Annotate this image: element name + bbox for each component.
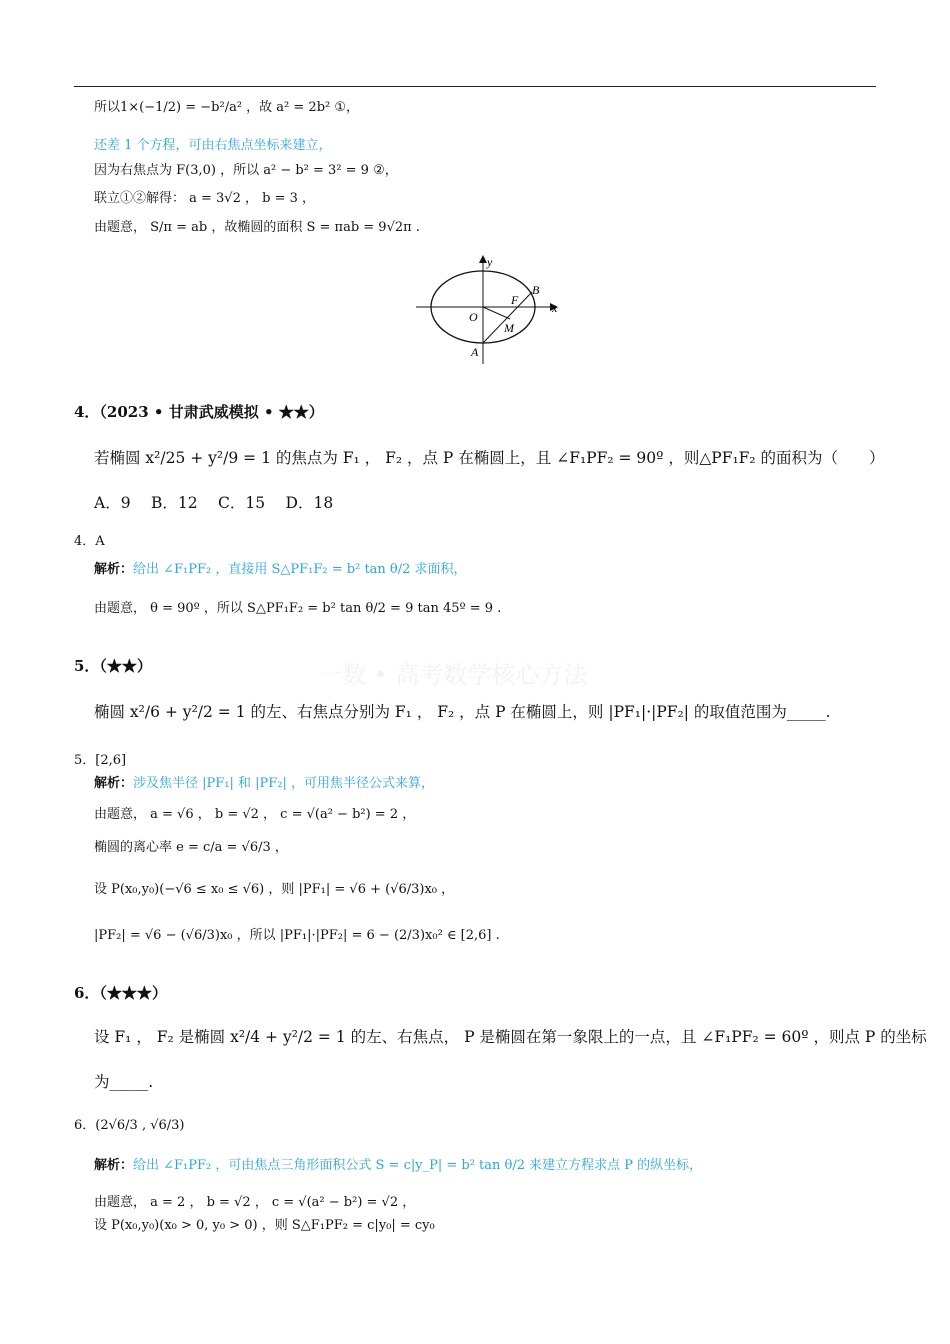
p6-analysis-label: 解析： [94, 1158, 134, 1173]
p5-line3: 设 P(x₀,y₀)(−√6 ≤ x₀ ≤ √6) ，则 |PF₁| = √6 + (√6/3)x₀ ， [94, 882, 455, 897]
label-y: y [487, 255, 493, 269]
p4-solution: 由题意， θ = 90º ，所以 S△PF₁F₂ = b² tan θ/2 = 9 tan 45º = 9 . [94, 601, 502, 616]
label-x: x [552, 301, 558, 315]
p4-analysis-label: 解析： [94, 562, 134, 577]
p5-stem: 椭圆 x²/6 + y²/2 = 1 的左、右焦点分别为 F₁ ， F₂ ，点 P 在椭圆上，则 |PF₁|·|PF₂| 的取值范围为_____. [94, 703, 831, 721]
p4-options: A．9 B．12 C．15 D．18 [94, 494, 334, 512]
s3-line1: 所以1×(−1/2) = −b²/a² ，故 a² = 2b² ①， [94, 100, 360, 115]
s3-line2: 因为右焦点为 F(3,0) ，所以 a² − b² = 3² = 9 ②， [94, 163, 398, 178]
s3-line4: 由题意， S/π = ab ，故椭圆的面积 S = πab = 9√2π . [94, 220, 420, 235]
p4-stem: 若椭圆 x²/25 + y²/9 = 1 的焦点为 F₁ ， F₂ ，点 P 在椭圆上，且 ∠F₁PF₂ = 90º ，则△PF₁F₂ 的面积为（ ） [94, 449, 885, 467]
label-b: B [532, 283, 540, 297]
p5-analysis-label: 解析： [94, 776, 134, 791]
p6-line2: 设 P(x₀,y₀)(x₀ > 0, y₀ > 0) ，则 S△F₁PF₂ = c|y₀| = cy₀ [94, 1218, 435, 1233]
p5-analysis [94, 774, 434, 794]
p6-header: 6．（★★★） [74, 984, 167, 1002]
p6-analysis-hint: 给出 ∠F₁PF₂ ，可由焦点三角形面积公式 S = c|y_P| = b² tan θ/2 来建立方程求点 P 的纵坐标， [133, 1158, 703, 1173]
label-a: A [471, 345, 479, 359]
watermark: 一数 • 高考数学核心方法 [318, 661, 588, 689]
p6-line1: 由题意， a = 2 ， b = √2 ， c = √(a² − b²) = √2 ， [94, 1195, 416, 1210]
p5-analysis-hint: 涉及焦半径 |PF₁| 和 |PF₂| ，可用焦半径公式来算， [133, 776, 435, 791]
p5-line1: 由题意， a = √6 ， b = √2 ， c = √(a² − b²) = 2 ， [94, 807, 416, 822]
p4-answer: 4．A [74, 534, 105, 549]
y-arrow [479, 255, 487, 263]
s3-hint: 还差 1 个方程，可由右焦点坐标来建立， [94, 138, 332, 153]
p4-analysis [94, 560, 467, 580]
p4-analysis-hint: 给出 ∠F₁PF₂ ，直接用 S△PF₁F₂ = b² tan θ/2 求面积， [133, 562, 467, 577]
p5-line2: 椭圆的离心率 e = c/a = √6/3 ， [94, 840, 288, 855]
line-om [483, 307, 510, 319]
s3-line3: 联立①②解得： a = 3√2 ， b = 3 ， [94, 191, 316, 206]
p5-line4: |PF₂| = √6 − (√6/3)x₀ ，所以 |PF₁|·|PF₂| = 6 − (2/3)x₀² ∈ [2,6] . [94, 928, 500, 943]
p5-header: 5．（★★） [74, 657, 152, 675]
p6-answer: 6．(2√6/3 , √6/3) [74, 1118, 185, 1133]
ellipse-figure [412, 252, 562, 370]
header-rule [74, 86, 876, 87]
label-m: M [504, 321, 514, 335]
p6-stem2: 为_____. [94, 1073, 154, 1091]
label-o: O [469, 310, 478, 324]
p6-analysis [94, 1156, 702, 1176]
p6-stem1: 设 F₁ ， F₂ 是椭圆 x²/4 + y²/2 = 1 的左、右焦点， P 是椭圆在第一象限上的一点，且 ∠F₁PF₂ = 60º ，则点 P 的坐标 [94, 1028, 927, 1046]
p5-answer: 5．[2,6] [74, 753, 127, 768]
label-f: F [511, 293, 519, 307]
p4-header: 4．（2023 • 甘肃武威模拟 • ★★） [74, 403, 324, 421]
